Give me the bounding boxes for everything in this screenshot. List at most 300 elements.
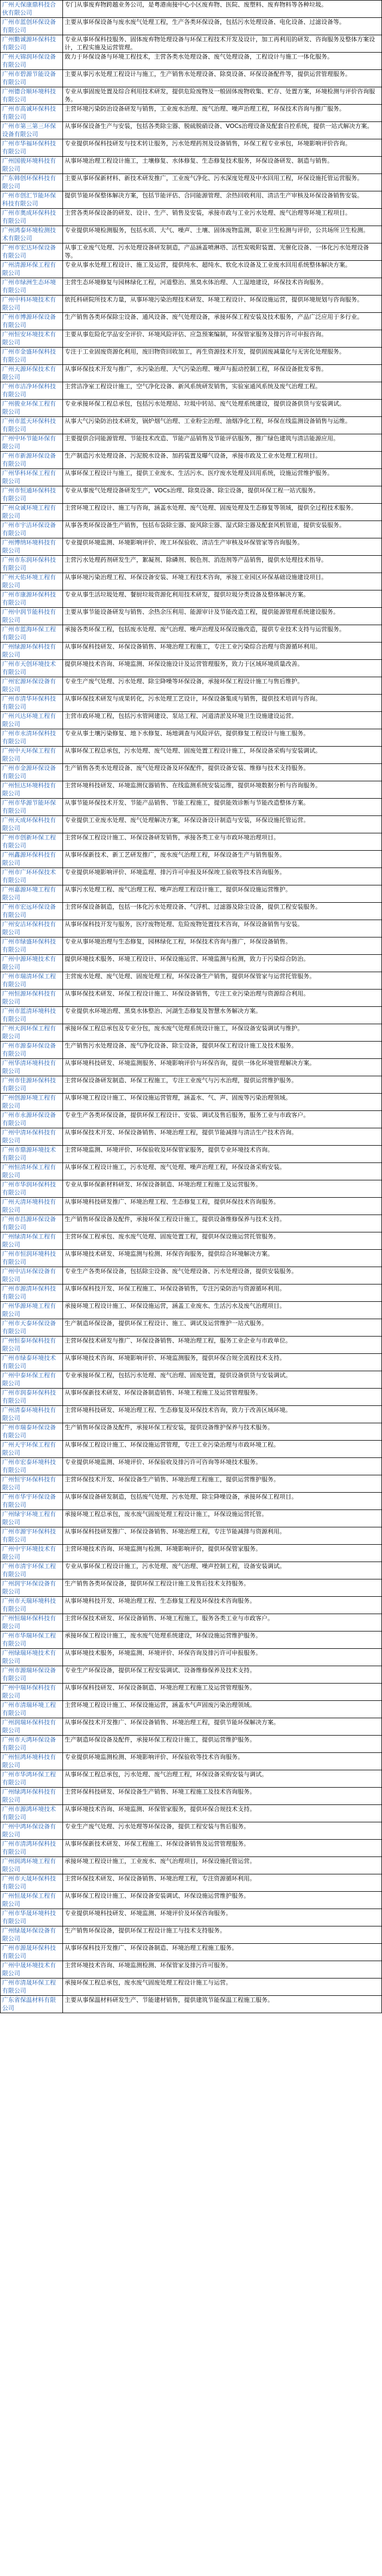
table-row	[1, 1892, 382, 1909]
business-scope: 专业提供工业废水处理、废气处理解决方案，环保设备设计制造与安装，环保设施托管运营。	[63, 816, 382, 833]
company-name: 广州天润环保工程有限公司	[1, 1024, 63, 1042]
business-scope: 承接环境工程设计施工，工业废水、废气治理项目，环保设施托管运营。	[63, 1857, 382, 1874]
company-name: 广州市高诚环保科技有限公司	[1, 105, 63, 122]
table-row	[1, 452, 382, 469]
table-row	[1, 1909, 382, 1926]
business-scope: 承接环境工程总承包，废水废气固废处理工程设计施工，环保设施运营托管。	[63, 1510, 382, 1527]
table-row	[1, 1180, 382, 1198]
business-scope: 承接环保工程总承包及专业分包，废水废气处理系统设计施工，环保设备安装调试与维护。	[63, 1024, 382, 1042]
company-name: 广州市恒通环保科技有限公司	[1, 486, 63, 504]
company-name: 广州中晟环境技术有限公司	[1, 1961, 63, 1978]
company-name: 广州市华润环保科技有限公司	[1, 1180, 63, 1198]
business-scope: 从事环保技术开发、环保设备销售、环境治理工程，提供节能减排与清洁生产技术咨询。	[63, 1128, 382, 1146]
table-row	[1, 1545, 382, 1562]
business-scope: 主营环保技术研发、环保设备销售、环境工程施工，服务各类工业与市政客户。	[63, 1614, 382, 1631]
company-name: 广州市清鸿环保科技有限公司	[1, 1840, 63, 1857]
company-name: 广州市源清环保科技有限公司	[1, 1284, 63, 1302]
table-row	[1, 1163, 382, 1180]
company-name: 广州中鸿环保设备有限公司	[1, 1822, 63, 1840]
company-name: 广州勤诚源环保科技有限公司	[1, 35, 63, 53]
table-row	[1, 1076, 382, 1094]
table-row	[1, 1250, 382, 1267]
business-scope: 从事环保技术研发、环保工程设计施工、环保设备销售，专注工业污染治理与资源综合利用。	[63, 990, 382, 1007]
business-scope: 从事环保工程总承包，污水处理、废气治理工程，环保设备采购安装与调试。	[63, 1770, 382, 1788]
table-row	[1, 955, 382, 972]
company-name: 广州博纳环境科技有限公司	[1, 538, 63, 556]
table-row	[1, 1042, 382, 1059]
business-scope: 主营环保技术研发、环保设备销售、环境治理工程，专注资源循环利用。	[63, 1874, 382, 1892]
company-name: 广州嘉源环境工程有限公司	[1, 885, 63, 903]
table-row	[1, 18, 382, 35]
table-row	[1, 1441, 382, 1458]
table-row	[1, 1666, 382, 1684]
business-scope: 生产制造污水处理设备、污泥脱水设备、加药装置及曝气设备，承接市政及工业水处理工程项目。	[63, 452, 382, 469]
business-scope: 从事工业废气处理、污水处理设备研发制造，产品涵盖喷淋塔、活性炭吸附装置、光催化设备、一体化污水处理设备等。	[63, 243, 382, 261]
business-scope: 专业生产各类环保设备，包括除尘设备、废气处理设备、污水处理设备，提供安装服务。	[63, 1267, 382, 1284]
business-scope: 从事环境科技开发、环境治理工程、生态修复工程及环保技术咨询服务。	[63, 1597, 382, 1614]
table-row	[1, 1527, 382, 1545]
company-name: 广州市天泰环保设备有限公司	[1, 1319, 63, 1337]
table-row	[1, 382, 382, 400]
table-row	[1, 1579, 382, 1597]
table-row	[1, 851, 382, 868]
business-scope: 从事环保工程总承包，污水处理、废气处理、固废处置工程设计施工，环保设备采购与安装调试。	[63, 747, 382, 764]
business-scope: 专业从事固废处置及综合利用技术研发，提供危险废物及一般固体废物收集、贮存、处置方案，环境检测与评价咨询服务。	[63, 87, 382, 105]
company-name: 广州市碧源节能设备有限公司	[1, 70, 63, 87]
table-row	[1, 1284, 382, 1302]
company-name: 广州中清环保科技有限公司	[1, 1128, 63, 1146]
company-name: 广州中源环境技术有限公司	[1, 955, 63, 972]
business-scope: 从事节能环保技术开发、节能产品销售、节能工程施工，提供能效诊断与节能改造整体方案。	[63, 799, 382, 816]
company-name: 广州华科环保工程有限公司	[1, 469, 63, 486]
table-row	[1, 1562, 382, 1579]
table-row	[1, 833, 382, 851]
business-scope: 承接环境工程设计施工、环保设施运营，涵盖工业废水、生活污水及废气治理项目。	[63, 1302, 382, 1319]
table-row	[1, 556, 382, 573]
company-name: 广州市华鸿环保工程有限公司	[1, 1770, 63, 1788]
table-row	[1, 1631, 382, 1649]
business-scope: 专业从事环保科技服务、固体废弃物处理设备与环保工程技术开发及设计，加工再利用的研发、咨询服务及整体方案设计，工程实施及运营管理。	[63, 35, 382, 53]
company-name: 广州国骏环境科技有限公司	[1, 157, 63, 174]
company-name: 广州绿瑞环境技术有限公司	[1, 1649, 63, 1666]
business-scope: 专业从事土壤污染修复、地下水修复、场地调查与风险评估，提供修复工程设计与施工服务。	[63, 729, 382, 747]
table-row	[1, 1701, 382, 1718]
business-scope: 主营环境技术咨询、环境监测检测、环保管家及排污许可服务。	[63, 1961, 382, 1978]
business-scope: 生产销售各类环保设备，提供环保工程设计施工及售后技术支持服务。	[63, 1579, 382, 1597]
company-name: 广东省保温材料有限公司	[1, 1996, 63, 2013]
company-name: 广州恒泰环保科技有限公司	[1, 1337, 63, 1354]
company-name: 广州天清环境科技有限公司	[1, 1198, 63, 1215]
business-scope: 从事环保科技开发与服务，医疗废物处理、危险废物处置技术咨询，环保设备销售与安装。	[63, 920, 382, 937]
business-scope: 从事环保设备研发制造，包括废气处理、污水处理、除尘降噪设备，承接环保工程项目。	[63, 1493, 382, 1510]
company-name: 广州华清环境科技有限公司	[1, 1059, 63, 1076]
table-row	[1, 1198, 382, 1215]
business-scope: 主营环境工程设计、施工与咨询，涵盖水处理、废气处理、固废处理及生态修复等领域，提供全过程技术服务。	[63, 504, 382, 521]
table-row	[1, 157, 382, 174]
company-name: 广州骏业环保工程有限公司	[1, 400, 63, 417]
business-scope: 专业从事废气处理设备研发生产，VOCs治理、除臭设备、除尘设备，提供环保工程一站式服务。	[63, 486, 382, 504]
table-row	[1, 1770, 382, 1788]
company-name: 广州市洁净环保科技有限公司	[1, 382, 63, 400]
table-row	[1, 1961, 382, 1978]
business-scope: 提供环境技术咨询、环境监测、环保设施设计及运营管理服务，致力于区域环境质量改善。	[63, 660, 382, 677]
business-scope: 从事环保技术开发与推广，水污染治理、大气污染治理、噪声与振动控制工程，环保设备批发零售。	[63, 365, 382, 382]
table-row	[1, 313, 382, 330]
business-scope: 专业提供环境检测服务，包括水质、大气、噪声、土壤、固体废物监测，职业卫生检测与评价，公共场所卫生检测。	[63, 226, 382, 243]
business-scope: 主营环境技术咨询、环境监测与检测、环境影响评价，提供环保管家服务。	[63, 1545, 382, 1562]
table-row	[1, 191, 382, 209]
business-scope: 主营环保技术研发与推广、环保设备销售、环境治理工程，服务工业企业与市政单位。	[63, 1337, 382, 1354]
table-row	[1, 434, 382, 452]
company-name: 广州市宇洁环保设备有限公司	[1, 521, 63, 538]
company-name: 广州天源环保技术有限公司	[1, 365, 63, 382]
business-scope: 专业承接环保工程总承包，包括污水处理站、垃圾中转站、废气处理系统建设，提供设备供货与安装调试。	[63, 400, 382, 417]
company-name: 广州市蓝天环保科技有限公司	[1, 417, 63, 434]
table-row	[1, 1978, 382, 1996]
table-row	[1, 747, 382, 764]
business-scope: 主要从事节能设备研发与销售、余热余压利用、能源审计及节能改造工程，提供能源管理系统建设服务。	[63, 608, 382, 625]
company-name: 广州中润节能科技有限公司	[1, 608, 63, 625]
business-scope: 专注于工业固废资源化利用，废旧物资回收加工，再生资源技术开发，提供固废减量化与无害化处理服务。	[63, 348, 382, 365]
company-name: 广州市博源环保设备有限公司	[1, 313, 63, 330]
business-scope: 承接环保工程总承包，废水废气固废处理工程设计施工与运营。	[63, 1978, 382, 1996]
table-row	[1, 590, 382, 608]
company-name: 广州天锦润环保设备有限公司	[1, 53, 63, 70]
table-row	[1, 174, 382, 191]
company-name: 广州绿清环保工程有限公司	[1, 1232, 63, 1250]
company-name: 广州市金盛环保科技有限公司	[1, 348, 63, 365]
business-scope: 主营环境监测、环境评价、环保验收及环保管家服务，提供专业环境技术咨询。	[63, 1146, 382, 1163]
table-row	[1, 885, 382, 903]
business-scope: 主营环境工程设计施工、环保设施运营，涵盖水气声固废污染治理领域。	[63, 1701, 382, 1718]
business-scope: 从事环境科技研发、环境监测服务、环境影响评价与环保咨询，提供一体化环境管理解决方案。	[63, 1059, 382, 1076]
company-name: 广州市东润环保科技有限公司	[1, 556, 63, 573]
company-name: 广州清泰环境科技有限公司	[1, 1406, 63, 1423]
business-scope: 从事污水处理工程、废气治理工程、噪声治理工程设计施工，提供环保设施运营维护。	[63, 885, 382, 903]
table-body	[1, 1, 382, 2013]
table-row	[1, 486, 382, 504]
business-scope: 从事环保设备生产与安装，包括各类除尘器、脱硫脱硝设备、VOCs治理设备及配套自控系统，提供一站式解决方案。	[63, 122, 382, 139]
business-scope: 主营环保工程承包、废水废气处理、固废处置工程，提供环保设施运营托管服务。	[63, 1232, 382, 1250]
table-row	[1, 1475, 382, 1493]
business-scope: 主营各类环保设备的研发、设计、生产、销售及安装，承接市政与工业污水处理、废气治理等环境工程项目。	[63, 209, 382, 226]
business-scope: 主营环境科技研发、环境治理工程、生态修复及环保技术咨询，致力于改善区域环境。	[63, 1406, 382, 1423]
business-scope: 主要从事环保新材料、新技术研发推广，工业废气净化、污水深度处理及中水回用工程，环保设施托管运营服务。	[63, 174, 382, 191]
table-row	[1, 1094, 382, 1111]
table-row	[1, 1458, 382, 1475]
company-name: 广州中泰环保工程有限公司	[1, 1371, 63, 1389]
table-row	[1, 330, 382, 348]
table-row	[1, 209, 382, 226]
table-row	[1, 87, 382, 105]
company-name: 广州市华宇环保设备有限公司	[1, 1493, 63, 1510]
business-scope: 主营环保设备研发制造、环保工程施工，专注工业废气与污水治理，提供运营维护服务。	[63, 1076, 382, 1094]
company-name: 广州市瑞清环保工程有限公司	[1, 972, 63, 990]
company-name: 广州恒达环境科技有限公司	[1, 781, 63, 799]
table-row	[1, 643, 382, 660]
business-scope: 从事环保科技开发、环保工程施工、环保设备销售，专注污染防治与资源循环利用。	[63, 1284, 382, 1302]
company-name: 广州市华瑞环保工程有限公司	[1, 1631, 63, 1649]
table-row	[1, 868, 382, 885]
table-row	[1, 1111, 382, 1128]
table-row	[1, 920, 382, 937]
company-name: 广州市天创环境技术有限公司	[1, 660, 63, 677]
company-name: 广州市天晟环保科技有限公司	[1, 1874, 63, 1892]
table-row	[1, 521, 382, 538]
company-name: 广州市永清环保科技有限公司	[1, 729, 63, 747]
company-name: 广州润瑞环保科技有限公司	[1, 1718, 63, 1736]
business-scope: 从事环保科技研发、环保设备制造、环境治理工程施工及运营管理服务。	[63, 1684, 382, 1701]
table-row	[1, 417, 382, 434]
company-name: 广州天保康鼎科技合伙有限公司	[1, 1, 63, 18]
company-name: 广州中宇环境技术有限公司	[1, 1545, 63, 1562]
business-scope: 主营环境污染防治设备研发与销售，工业废水治理、废气治理、噪声治理工程，环保技术咨询与推广服务。	[63, 105, 382, 122]
business-scope: 主营环境科技研发、环境监测仪器销售、在线监测系统安装运维，提供环境数据分析与咨询服务。	[63, 781, 382, 799]
company-name: 广州市新源环保设备有限公司	[1, 452, 63, 469]
business-scope: 专业从事环境治理与生态修复，园林绿化工程，环保技术咨询与推广，环保设备销售。	[63, 937, 382, 955]
business-scope: 生产销售污水处理设备、废气净化设备、除尘设备，提供环保工程设计施工及技术服务。	[63, 1042, 382, 1059]
business-scope: 生产销售各类环保除尘设备、通风设备、废气处理设备，承接环保工程安装及技术服务，产品广泛应用于多行业。	[63, 313, 382, 330]
business-scope: 从事环境技术咨询、环境影响评价、环境监测服务，提供环保合规全流程技术支持。	[63, 1354, 382, 1371]
company-name: 广州市永源环保设备有限公司	[1, 1111, 63, 1128]
table-row	[1, 1406, 382, 1423]
business-scope: 从事环保工程设计与施工，提供工业废水、生活污水、医疗废水处理及回用系统，设施运营维护服务。	[63, 469, 382, 486]
company-name: 广州恒清环保工程有限公司	[1, 1163, 63, 1180]
business-scope: 主要提供合同能源管理、节能技术改造、节能产品销售及节能评估服务，推广绿色建筑与清洁能源应用。	[63, 434, 382, 452]
company-name: 广州市第三第三环保设备有限公司	[1, 122, 63, 139]
business-scope: 从事环保工程设计施工、环保设施运营管理，专注工业污染治理与市政环境工程。	[63, 1441, 382, 1458]
table-row	[1, 295, 382, 313]
table-row	[1, 1389, 382, 1406]
table-row	[1, 972, 382, 990]
company-name: 广州市金源环保设备有限公司	[1, 764, 63, 781]
table-row	[1, 1371, 382, 1389]
company-name: 广州市创汇节能环保科技有限公司	[1, 191, 63, 209]
company-name: 广州安洁环保科技有限公司	[1, 920, 63, 937]
company-name: 广州市宏泰环境科技有限公司	[1, 1458, 63, 1475]
table-row	[1, 677, 382, 695]
business-scope: 专业提供环境影响评价、环境监理、排污许可申报及环保竣工验收等技术咨询服务。	[63, 868, 382, 885]
business-scope: 主营污水处理药剂研发生产，絮凝剂、除磷剂、脱色剂、消泡剂等产品销售，提供水处理技术指导。	[63, 556, 382, 573]
table-row	[1, 1736, 382, 1753]
business-scope: 专门从事废弃物跨越业务公司，是粤港南接中心小区废弃物、医院、废塑料、废弃物料等各种垃圾。	[63, 1, 382, 18]
table-row	[1, 105, 382, 122]
company-name: 广州市宏达环保设备有限公司	[1, 243, 63, 261]
company-name: 广州华源环境工程有限公司	[1, 1302, 63, 1319]
table-row	[1, 53, 382, 70]
table-row	[1, 1926, 382, 1944]
business-scope: 主要从事污水处理工程设计与施工，生产销售水处理设备、除臭设备、环保设备配件等，提供运营管理服务。	[63, 70, 382, 87]
business-scope: 从事环保工程设计施工，污水处理、废气处理、噪声治理工程，环保设备采购安装。	[63, 1163, 382, 1180]
company-name: 广州兴达环境工程有限公司	[1, 712, 63, 729]
company-name: 广州恒鸿环境科技有限公司	[1, 1753, 63, 1770]
business-scope: 主要从事保温材料研发生产、节能建材销售，提供建筑节能保温工程施工服务。	[63, 1996, 382, 2013]
business-scope: 承接环保工程设计施工，废水废气处理系统建设，环保设施运营维护服务。	[63, 1631, 382, 1649]
business-scope: 从事环境技术咨询、环境监测、环保管家服务，提供环保合规技术支持。	[63, 1805, 382, 1822]
company-name: 广州绿源环保科技有限公司	[1, 643, 63, 660]
table-row	[1, 799, 382, 816]
business-scope: 专业提供环境监测、环境影响评价、竣工环保验收、清洁生产审核及环保管家等咨询服务。	[63, 538, 382, 556]
table-row	[1, 1718, 382, 1736]
table-row	[1, 1597, 382, 1614]
business-scope: 专业生产废气处理、污水处理、除尘降噪等环保设备，承接环保工程设计施工与售后维护。	[63, 677, 382, 695]
business-scope: 专业提供环境监测检测、环境影响评价、环保验收等技术咨询服务。	[63, 1753, 382, 1770]
company-name: 广州德合顺环境科技有限公司	[1, 87, 63, 105]
table-row	[1, 122, 382, 139]
business-scope: 从事环境工程设计施工、环保设施运营管理，涵盖水、气、声、固废等污染治理领域。	[63, 1094, 382, 1111]
table-row	[1, 469, 382, 486]
business-scope: 从事各类环保设备生产销售，包括布袋除尘器、旋风除尘器、湿式除尘器及配套风机管道，提供安装服务。	[63, 521, 382, 538]
business-scope: 专业承接环保工程，包括污水处理、废气治理、固废处置，提供设备供货与安装调试。	[63, 1371, 382, 1389]
business-scope: 依托科研院所技术力量，从事环境污染治理技术研发、环境工程设计、环保设施运营，提供环境规划与咨询服务。	[63, 295, 382, 313]
company-name: 广州天佑环境工程有限公司	[1, 573, 63, 590]
company-name: 广州市天瑞环境科技有限公司	[1, 1597, 63, 1614]
business-scope: 生产销售环保设备及配件，承接环保工程设计施工，提供设备维修保养与技术支持。	[63, 1215, 382, 1232]
company-name: 广州市创新环保工程有限公司	[1, 833, 63, 851]
company-name: 广州绿宇环境工程有限公司	[1, 1510, 63, 1527]
company-name: 广州市清宇环保工程有限公司	[1, 1562, 63, 1579]
table-row	[1, 625, 382, 643]
company-name: 广州恒源环保科技有限公司	[1, 990, 63, 1007]
company-name: 广州市润泰环保科技有限公司	[1, 1389, 63, 1406]
business-scope: 从事环境治理工程设计施工，土壤修复、水体修复、生态修复技术服务，环保设备研发、制造与销售。	[63, 157, 382, 174]
table-row	[1, 1354, 382, 1371]
company-name: 广州恒安环境技术有限公司	[1, 330, 63, 348]
business-scope: 提供环境技术服务、环境工程设计、环保设施运营、环境监测与检测，致力于污染综合防治。	[63, 955, 382, 972]
company-name: 广州润宇环保设备有限公司	[1, 1579, 63, 1597]
business-scope: 专业生产废气处理、污水处理等环保设备，提供工程安装与售后服务。	[63, 1822, 382, 1840]
table-row	[1, 781, 382, 799]
table-row	[1, 1302, 382, 1319]
table-row	[1, 1874, 382, 1892]
table-row	[1, 1059, 382, 1076]
company-name: 广州中洁环保设备有限公司	[1, 1267, 63, 1284]
company-name: 广州润鸿环境工程有限公司	[1, 1857, 63, 1874]
table-row	[1, 1822, 382, 1840]
business-scope: 生产制造环保设备，提供环保工程设计、施工、调试及运营维护一站式服务。	[63, 1319, 382, 1337]
business-scope: 专业提供环保科技研发与技术转让服务，污水处理药剂及设备销售，环保工程专业承包，环境影响评价咨询。	[63, 139, 382, 157]
company-name: 广州市源晟环保科技有限公司	[1, 1944, 63, 1961]
table-row	[1, 1007, 382, 1024]
table-row	[1, 1684, 382, 1701]
business-scope: 提供节能环保整体解决方案，包括节能评估、合同能源管理、余热回收利用、清洁生产审核及环保设备销售安装。	[63, 191, 382, 209]
company-name: 广州中天环保工程有限公司	[1, 747, 63, 764]
table-row	[1, 261, 382, 278]
business-scope: 从事环境技术服务，环境监测、环境评价、环保咨询及排污许可申报服务。	[63, 1649, 382, 1666]
company-name: 广州市奥成环保科技有限公司	[1, 209, 63, 226]
table-row	[1, 1319, 382, 1337]
company-name: 广州市昌源环保设备有限公司	[1, 1215, 63, 1232]
company-name: 广州市瑞泰环保设备有限公司	[1, 1423, 63, 1441]
company-name: 广州市源瑞环保设备有限公司	[1, 1666, 63, 1684]
company-name: 广州市绿泰环境技术有限公司	[1, 1354, 63, 1371]
company-name: 广州市华福环保科技有限公司	[1, 139, 63, 157]
company-name: 广州市鼎源环境技术有限公司	[1, 1146, 63, 1163]
table-row	[1, 1649, 382, 1666]
company-name: 广州市清华环保科技有限公司	[1, 695, 63, 712]
business-scope: 主营环保科技研发、环保设备生产销售、环境工程施工及技术咨询服务。	[63, 1788, 382, 1805]
table-row	[1, 937, 382, 955]
table-row	[1, 1146, 382, 1163]
business-scope: 从事环保科技研发、环保设备销售、环境治理工程施工，专注工业污染综合治理与资源循环利用。	[63, 643, 382, 660]
table-row	[1, 573, 382, 590]
company-name: 广州鸿泰环境检测技术有限公司	[1, 226, 63, 243]
company-name: 广州市恒润环境科技有限公司	[1, 1250, 63, 1267]
business-scope: 专业从事水处理工程设计、施工及运营，提供纯水、超纯水、软化水设备及工业废水回用系统整体解决方案。	[63, 261, 382, 278]
business-scope: 承接各类环保工程，包括废水处理、废气治理、噪声治理及环保设施改造，提供专业技术支持与运营服务。	[63, 625, 382, 643]
table-row	[1, 70, 382, 87]
company-name: 广州市蓝创环保设备有限公司	[1, 18, 63, 35]
business-scope: 专业生产各类环保设备，提供环保工程设计、安装、调试及售后服务，服务工业与市政客户。	[63, 1111, 382, 1128]
business-scope: 专业提供环境监测、环境评价、环保验收及排污许可咨询等环境技术服务。	[63, 1458, 382, 1475]
company-name: 广州市源鸿环境技术有限公司	[1, 1805, 63, 1822]
business-scope: 专业提供环境科技研发、环境监测、环境评价及环保咨询服务。	[63, 1909, 382, 1926]
table-row	[1, 1996, 382, 2013]
company-name: 广州市绿盛环保科技有限公司	[1, 937, 63, 955]
table-row	[1, 538, 382, 556]
table-row	[1, 1337, 382, 1354]
company-name: 广州市清瑞环境工程有限公司	[1, 1701, 63, 1718]
business-scope: 生产销售环保设备，提供环保工程设计施工与技术支持服务。	[63, 1926, 382, 1944]
table-row	[1, 990, 382, 1007]
business-scope: 主营环保工程设计施工、环保设备研发销售，承接各类工业与市政环境治理项目。	[63, 833, 382, 851]
business-scope: 从事环保科技研发推广、环保设备销售、环境治理工程，专注节能减排与资源利用。	[63, 1527, 382, 1545]
company-name: 广州绿鸿环保科技有限公司	[1, 1788, 63, 1805]
table-row	[1, 1857, 382, 1874]
business-scope: 从事环境污染治理工程、环保设备安装、环境工程技术咨询，承接工业园区环保基础设施建设项目。	[63, 573, 382, 590]
business-scope: 主营洁净室工程设计施工，空气净化设备、新风系统研发销售，实验室通风系统及废气治理工程。	[63, 382, 382, 400]
business-scope: 专业从事环保工程设计施工，污水处理、废气治理、噪声控制工程，设备安装调试。	[63, 1562, 382, 1579]
table-row	[1, 903, 382, 920]
table-row	[1, 278, 382, 295]
company-name: 广州鑫源环保科技有限公司	[1, 851, 63, 868]
table-row	[1, 1215, 382, 1232]
table-row	[1, 1510, 382, 1527]
table-row	[1, 1128, 382, 1146]
table-row	[1, 1024, 382, 1042]
company-name: 广州市天鸿环保设备有限公司	[1, 1736, 63, 1753]
company-name: 广州清源环保工程有限公司	[1, 261, 63, 278]
company-name: 广州天成环保科技有限公司	[1, 816, 63, 833]
business-scope: 生产销售环保设备及配件，承接环保工程安装，提供设备维护保养与技术服务。	[63, 1423, 382, 1441]
table-row	[1, 400, 382, 417]
table-row	[1, 1493, 382, 1510]
company-name: 广州中环节能环保有限公司	[1, 434, 63, 452]
company-name: 广州市康源环保科技有限公司	[1, 590, 63, 608]
table-row	[1, 504, 382, 521]
business-scope: 从事环境技术研发、环境监测与检测、环保咨询服务，提供综合环境解决方案。	[63, 1250, 382, 1267]
table-row	[1, 695, 382, 712]
business-scope: 从事环保技术开发推广、环保设备销售、环境治理工程，提供节能环保解决方案。	[63, 1718, 382, 1736]
business-scope: 生产制造环保设备及配件，承接环保工程设计施工，提供运营维护服务。	[63, 1736, 382, 1753]
company-name: 广州众诚环境工程有限公司	[1, 504, 63, 521]
business-scope: 生产销售各类水处理设备、废气处理设备及环保配件，提供设备安装、维修与技术支持服务。	[63, 764, 382, 781]
business-scope: 主营环保设备制造，包括一体化污水处理设备、气浮机、过滤器及除尘设备，提供工程安装服务。	[63, 903, 382, 920]
business-scope: 主营环保技术开发、环保设备生产销售、环境治理工程施工，提供运营维护服务。	[63, 1475, 382, 1493]
table-row	[1, 1232, 382, 1250]
table-row	[1, 35, 382, 53]
company-name: 广州市华晟环境科技有限公司	[1, 1909, 63, 1926]
company-name: 广州市清晟环保工程有限公司	[1, 1978, 63, 1996]
business-scope: 从事大气污染防治技术研发，锅炉烟气治理、工业粉尘治理、油烟净化工程，环保在线监测设备销售与运维。	[63, 417, 382, 434]
business-scope: 专业提供水环境治理、黑臭水体整治、河湖生态修复及智慧水务解决方案。	[63, 1007, 382, 1024]
company-name: 广州市蓝海环保工程有限公司	[1, 625, 63, 643]
table-row	[1, 365, 382, 382]
table-row	[1, 1614, 382, 1631]
company-name: 广州恒瑞环保科技有限公司	[1, 1614, 63, 1631]
company-name: 广州中瑞环保科技有限公司	[1, 1684, 63, 1701]
table-row	[1, 1, 382, 18]
